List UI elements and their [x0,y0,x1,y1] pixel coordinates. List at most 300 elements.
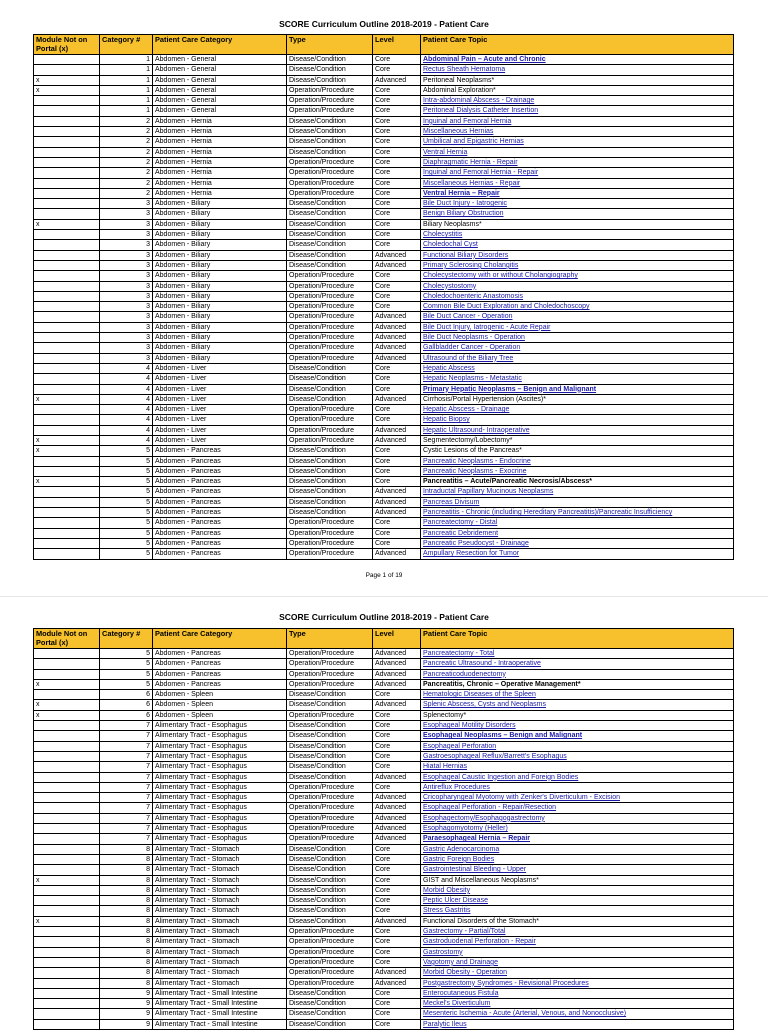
level-cell: Core [373,137,421,147]
category-number-cell: 8 [100,927,153,937]
category-cell: Alimentary Tract - Stomach [153,844,287,854]
topic-cell[interactable]: Gastroesophageal Reflux/Barrett's Esophagus [421,751,734,761]
level-cell: Core [373,528,421,538]
module-not-on-portal-cell [34,1009,100,1019]
topic-cell[interactable]: Pancreatectomy - Total [421,649,734,659]
topic-cell: Abdominal Exploration* [421,85,734,95]
category-cell: Abdomen - Hernia [153,147,287,157]
topic-cell[interactable]: Hepatic Ultrasound- Intraoperative [421,425,734,435]
table-row [34,446,734,456]
topic-cell[interactable]: Esophagomyotomy (Heller) [421,824,734,834]
module-not-on-portal-cell [34,885,100,895]
type-cell: Operation/Procedure [287,343,373,353]
table-row [34,477,734,487]
level-cell: Core [373,937,421,947]
type-cell: Disease/Condition [287,999,373,1009]
table-row [34,844,734,854]
category-number-cell: 4 [100,374,153,384]
type-cell: Disease/Condition [287,137,373,147]
topic-cell[interactable]: Gastric Adenocarcinoma [421,844,734,854]
level-cell: Advanced [373,669,421,679]
type-cell: Operation/Procedure [287,649,373,659]
category-cell: Alimentary Tract - Esophagus [153,731,287,741]
type-cell: Disease/Condition [287,75,373,85]
category-cell: Abdomen - Biliary [153,333,287,343]
page-footer: Page 1 of 19 [365,572,403,579]
table-row [34,824,734,834]
topic-cell[interactable]: Bile Duct Injury, Iatrogenic - Acute Repair [421,322,734,332]
topic-cell[interactable]: Cholecystostomy [421,281,734,291]
category-number-cell: 8 [100,854,153,864]
topic-cell[interactable]: Functional Biliary Disorders [421,250,734,260]
type-cell: Disease/Condition [287,1019,373,1029]
level-cell: Core [373,762,421,772]
module-not-on-portal-cell [34,55,100,65]
level-cell: Advanced [373,824,421,834]
table-row [34,425,734,435]
topic-cell[interactable]: Gastric Foreign Bodies [421,854,734,864]
level-cell: Advanced [373,649,421,659]
category-number-cell: 8 [100,885,153,895]
topic-cell[interactable]: Gallbladder Cancer - Operation [421,343,734,353]
module-not-on-portal-cell [34,466,100,476]
topic-cell[interactable]: Gastroduodenal Perforation - Repair [421,937,734,947]
topic-cell[interactable]: Esophageal Neoplasms – Benign and Malignant [421,731,734,741]
topic-cell[interactable]: Gastrointestinal Bleeding - Upper [421,865,734,875]
category-cell: Alimentary Tract - Small Intestine [153,988,287,998]
category-cell: Abdomen - Biliary [153,302,287,312]
topic-cell[interactable]: Esophagectomy/Esophagogastrectomy [421,813,734,823]
topic-cell[interactable]: Hepatic Abscess - Drainage [421,405,734,415]
table-row [34,250,734,260]
topic-cell[interactable]: Hepatic Neoplasms - Metastatic [421,374,734,384]
category-number-cell: 9 [100,1009,153,1019]
category-cell: Alimentary Tract - Esophagus [153,782,287,792]
level-cell: Core [373,957,421,967]
level-cell: Advanced [373,968,421,978]
level-cell: Core [373,690,421,700]
module-not-on-portal-cell [34,508,100,518]
category-number-cell: 1 [100,106,153,116]
topic-cell[interactable]: Inguinal and Femoral Hernia - Repair [421,168,734,178]
category-number-cell: 5 [100,538,153,548]
topic-cell[interactable]: Pancreatic Ultrasound - Intraoperative [421,659,734,669]
module-not-on-portal-cell [34,147,100,157]
topic-cell[interactable]: Hiatal Hernias [421,762,734,772]
module-not-on-portal-cell [34,741,100,751]
table-row [34,435,734,445]
type-cell: Disease/Condition [287,700,373,710]
table-row [34,55,734,65]
topic-cell[interactable]: Intra-abdominal Abscess - Drainage [421,96,734,106]
topic-cell[interactable]: Rectus Sheath Hematoma [421,65,734,75]
type-cell: Operation/Procedure [287,271,373,281]
category-cell: Abdomen - Biliary [153,312,287,322]
type-cell: Disease/Condition [287,916,373,926]
level-cell: Core [373,106,421,116]
topic-cell[interactable]: Cholecystectomy with or without Cholangiography [421,271,734,281]
topic-cell[interactable]: Umbilical and Epigastric Hernias [421,137,734,147]
category-cell: Abdomen - Biliary [153,343,287,353]
topic-cell[interactable]: Hepatic Abscess [421,363,734,373]
category-cell: Abdomen - Liver [153,415,287,425]
table-row [34,1019,734,1029]
module-not-on-portal-cell: x [34,679,100,689]
category-number-cell: 3 [100,302,153,312]
header-category-number: Category # [100,629,153,649]
type-cell: Disease/Condition [287,865,373,875]
table-row [34,271,734,281]
category-number-cell: 4 [100,415,153,425]
category-cell: Abdomen - General [153,75,287,85]
category-cell: Abdomen - Pancreas [153,487,287,497]
type-cell: Disease/Condition [287,250,373,260]
category-cell: Abdomen - Pancreas [153,508,287,518]
topic-cell[interactable]: Esophageal Caustic Ingestion and Foreign Bodies [421,772,734,782]
category-cell: Alimentary Tract - Esophagus [153,751,287,761]
module-not-on-portal-cell [34,813,100,823]
type-cell: Disease/Condition [287,374,373,384]
topic-cell[interactable]: Bile Duct Injury - Iatrogenic [421,199,734,209]
category-number-cell: 5 [100,456,153,466]
topic-cell[interactable]: Postgastrectomy Syndromes - Revisional Procedures [421,978,734,988]
topic-cell[interactable]: Stress Gastritis [421,906,734,916]
table-row [34,405,734,415]
topic-cell[interactable]: Ultrasound of the Biliary Tree [421,353,734,363]
category-cell: Abdomen - Liver [153,394,287,404]
table-row [34,333,734,343]
topic-cell[interactable]: Cholecystitis [421,230,734,240]
category-cell: Abdomen - Liver [153,405,287,415]
level-cell: Core [373,199,421,209]
category-cell: Alimentary Tract - Stomach [153,916,287,926]
topic-cell: GIST and Miscellaneous Neoplasms* [421,875,734,885]
category-number-cell: 3 [100,219,153,229]
type-cell: Disease/Condition [287,456,373,466]
topic-cell[interactable]: Antireflux Procedures [421,782,734,792]
table-row [34,240,734,250]
category-cell: Alimentary Tract - Esophagus [153,762,287,772]
table-row [34,865,734,875]
level-cell: Core [373,230,421,240]
topic-cell[interactable]: Abdominal Pain – Acute and Chronic [421,55,734,65]
table-row [34,168,734,178]
module-not-on-portal-cell [34,127,100,137]
level-cell: Advanced [373,793,421,803]
module-not-on-portal-cell: x [34,219,100,229]
table-row [34,803,734,813]
level-cell: Core [373,710,421,720]
table-row [34,906,734,916]
header-patient-care-topic: Patient Care Topic [421,35,734,55]
topic-cell[interactable]: Choledochal Cyst [421,240,734,250]
level-cell: Core [373,466,421,476]
topic-cell[interactable]: Morbid Obesity [421,885,734,895]
topic-cell[interactable]: Pancreatitis - Chronic (including Hereditary Pancreatitis)/Pancreatic Insufficiency [421,508,734,518]
topic-cell[interactable]: Meckel's Diverticulum [421,999,734,1009]
category-number-cell: 3 [100,333,153,343]
topic-cell[interactable]: Bile Duct Neoplasms - Operation [421,333,734,343]
module-not-on-portal-cell [34,116,100,126]
topic-cell[interactable]: Primary Hepatic Neoplasms – Benign and Malignant [421,384,734,394]
level-cell: Core [373,751,421,761]
topic-cell[interactable]: Hepatic Biopsy [421,415,734,425]
category-cell: Abdomen - General [153,55,287,65]
type-cell: Operation/Procedure [287,669,373,679]
topic-cell[interactable]: Intraductal Papillary Mucinous Neoplasms [421,487,734,497]
topic-cell[interactable]: Paraesophageal Hernia – Repair [421,834,734,844]
level-cell: Advanced [373,250,421,260]
module-not-on-portal-cell [34,803,100,813]
type-cell: Operation/Procedure [287,659,373,669]
topic-cell[interactable]: Esophageal Perforation [421,741,734,751]
category-number-cell: 4 [100,405,153,415]
table-row [34,394,734,404]
type-cell: Disease/Condition [287,508,373,518]
topic-cell[interactable]: Miscellaneous Hernias - Repair [421,178,734,188]
category-number-cell: 3 [100,199,153,209]
topic-cell: Cirrhosis/Portal Hypertension (Ascites)* [421,394,734,404]
type-cell: Operation/Procedure [287,947,373,957]
table-row [34,209,734,219]
table-row [34,456,734,466]
level-cell: Core [373,446,421,456]
topic-cell[interactable]: Ventral Hernia [421,147,734,157]
category-number-cell: 3 [100,230,153,240]
topic-cell[interactable]: Peptic Ulcer Disease [421,896,734,906]
category-cell: Abdomen - Pancreas [153,659,287,669]
module-not-on-portal-cell [34,721,100,731]
topic-cell[interactable]: Gastrectomy - Partial/Total [421,927,734,937]
topic-cell[interactable]: Common Bile Duct Exploration and Choledochoscopy [421,302,734,312]
topic-cell[interactable]: Primary Sclerosing Cholangitis [421,260,734,270]
category-number-cell: 3 [100,353,153,363]
topic-cell[interactable]: Pancreatic Pseudocyst - Drainage [421,538,734,548]
topic-cell[interactable]: Cricopharyngeal Myotomy with Zenker's Diverticulum - Excision [421,793,734,803]
category-number-cell: 7 [100,782,153,792]
module-not-on-portal-cell [34,690,100,700]
topic-cell[interactable]: Paralytic Ileus [421,1019,734,1029]
level-cell: Core [373,291,421,301]
category-number-cell: 3 [100,322,153,332]
level-cell: Advanced [373,312,421,322]
module-not-on-portal-cell [34,209,100,219]
type-cell: Disease/Condition [287,466,373,476]
topic-cell[interactable]: Esophageal Perforation - Repair/Resection [421,803,734,813]
topic-cell[interactable]: Esophageal Motility Disorders [421,721,734,731]
module-not-on-portal-cell [34,281,100,291]
module-not-on-portal-cell [34,1019,100,1029]
module-not-on-portal-cell [34,168,100,178]
topic-cell[interactable]: Ventral Hernia – Repair [421,188,734,198]
topic-cell[interactable]: Gastrostomy [421,947,734,957]
level-cell: Advanced [373,772,421,782]
level-cell: Advanced [373,700,421,710]
level-cell: Core [373,854,421,864]
category-cell: Abdomen - General [153,106,287,116]
category-number-cell: 5 [100,528,153,538]
category-number-cell: 8 [100,978,153,988]
category-number-cell: 3 [100,250,153,260]
table-row [34,690,734,700]
module-not-on-portal-cell: x [34,85,100,95]
topic-cell[interactable]: Pancreatic Neoplasms - Endocrine [421,456,734,466]
module-not-on-portal-cell: x [34,710,100,720]
level-cell: Core [373,55,421,65]
category-number-cell: 4 [100,384,153,394]
category-cell: Abdomen - Pancreas [153,477,287,487]
module-not-on-portal-cell [34,487,100,497]
module-not-on-portal-cell: x [34,477,100,487]
level-cell: Core [373,302,421,312]
type-cell: Operation/Procedure [287,188,373,198]
category-cell: Alimentary Tract - Stomach [153,865,287,875]
module-not-on-portal-cell [34,896,100,906]
module-not-on-portal-cell [34,384,100,394]
level-cell: Core [373,477,421,487]
category-cell: Abdomen - Pancreas [153,466,287,476]
module-not-on-portal-cell [34,374,100,384]
topic-cell[interactable]: Morbid Obesity - Operation [421,968,734,978]
category-cell: Abdomen - Hernia [153,127,287,137]
topic-cell[interactable]: Pancreatic Neoplasms - Exocrine [421,466,734,476]
topic-cell[interactable]: Peritoneal Dialysis Catheter Insertion [421,106,734,116]
category-cell: Abdomen - Spleen [153,700,287,710]
category-number-cell: 7 [100,772,153,782]
type-cell: Operation/Procedure [287,312,373,322]
topic-cell[interactable]: Bile Duct Cancer - Operation [421,312,734,322]
category-cell: Abdomen - General [153,85,287,95]
table-row [34,230,734,240]
category-number-cell: 5 [100,659,153,669]
topic-cell[interactable]: Pancreatectomy - Distal [421,518,734,528]
topic-cell[interactable]: Vagotomy and Drainage [421,957,734,967]
type-cell: Operation/Procedure [287,957,373,967]
category-number-cell: 9 [100,1019,153,1029]
level-cell: Advanced [373,435,421,445]
category-number-cell: 8 [100,896,153,906]
topic-cell[interactable]: Enterocutaneous Fistula [421,988,734,998]
module-not-on-portal-cell [34,456,100,466]
level-cell: Advanced [373,394,421,404]
module-not-on-portal-cell [34,947,100,957]
level-cell: Core [373,456,421,466]
category-cell: Alimentary Tract - Esophagus [153,721,287,731]
topic-cell[interactable]: Pancreatic Debridement [421,528,734,538]
table-row [34,384,734,394]
level-cell: Core [373,168,421,178]
topic-cell[interactable]: Hematologic Diseases of the Spleen [421,690,734,700]
type-cell: Disease/Condition [287,731,373,741]
type-cell: Operation/Procedure [287,538,373,548]
category-number-cell: 7 [100,803,153,813]
topic-cell[interactable]: Choledochoenteric Anastomosis [421,291,734,301]
category-number-cell: 3 [100,240,153,250]
category-cell: Abdomen - Liver [153,435,287,445]
level-cell: Core [373,281,421,291]
table-header-row [34,35,734,55]
topic-cell[interactable]: Diaphragmatic Hernia - Repair [421,157,734,167]
level-cell: Core [373,374,421,384]
category-cell: Alimentary Tract - Stomach [153,875,287,885]
topic-cell[interactable]: Ampullary Resection for Tumor [421,549,734,559]
type-cell: Disease/Condition [287,477,373,487]
level-cell: Core [373,947,421,957]
category-cell: Alimentary Tract - Esophagus [153,834,287,844]
module-not-on-portal-cell [34,260,100,270]
category-number-cell: 3 [100,291,153,301]
module-not-on-portal-cell [34,250,100,260]
type-cell: Operation/Procedure [287,302,373,312]
type-cell: Operation/Procedure [287,710,373,720]
category-number-cell: 7 [100,762,153,772]
category-cell: Abdomen - Biliary [153,260,287,270]
table-row [34,813,734,823]
header-patient-care-topic: Patient Care Topic [421,629,734,649]
level-cell: Advanced [373,813,421,823]
topic-cell: Pancreatitis, Chronic – Operative Management* [421,679,734,689]
category-cell: Abdomen - Biliary [153,281,287,291]
table-row [34,999,734,1009]
table-row [34,710,734,720]
category-number-cell: 3 [100,343,153,353]
level-cell: Core [373,1009,421,1019]
table-row [34,157,734,167]
topic-cell[interactable]: Miscellaneous Hernias [421,127,734,137]
level-cell: Core [373,875,421,885]
module-not-on-portal-cell [34,824,100,834]
table-row [34,343,734,353]
table-row [34,988,734,998]
topic-cell[interactable]: Splenic Abscess, Cysts and Neoplasms [421,700,734,710]
type-cell: Disease/Condition [287,1009,373,1019]
type-cell: Operation/Procedure [287,824,373,834]
table-row [34,772,734,782]
category-cell: Abdomen - General [153,65,287,75]
module-not-on-portal-cell: x [34,700,100,710]
category-cell: Alimentary Tract - Esophagus [153,803,287,813]
topic-cell[interactable]: Pancreaticoduodenectomy [421,669,734,679]
level-cell: Core [373,999,421,1009]
level-cell: Advanced [373,803,421,813]
topic-cell[interactable]: Inguinal and Femoral Hernia [421,116,734,126]
table-row [34,466,734,476]
table-row [34,782,734,792]
type-cell: Operation/Procedure [287,333,373,343]
table-row [34,106,734,116]
category-number-cell: 2 [100,116,153,126]
category-number-cell: 7 [100,824,153,834]
type-cell: Operation/Procedure [287,978,373,988]
category-cell: Alimentary Tract - Stomach [153,906,287,916]
topic-cell[interactable]: Mesenteric Ischemia - Acute (Arterial, Venous, and Nonocclusive) [421,1009,734,1019]
type-cell: Disease/Condition [287,230,373,240]
module-not-on-portal-cell [34,405,100,415]
category-cell: Abdomen - Pancreas [153,518,287,528]
module-not-on-portal-cell [34,731,100,741]
page-title: SCORE Curriculum Outline 2018-2019 - Patient Care [279,19,489,29]
category-cell: Alimentary Tract - Stomach [153,968,287,978]
topic-cell: Functional Disorders of the Stomach* [421,916,734,926]
module-not-on-portal-cell [34,137,100,147]
category-cell: Alimentary Tract - Stomach [153,957,287,967]
topic-cell[interactable]: Benign Biliary Obstruction [421,209,734,219]
category-cell: Abdomen - Biliary [153,291,287,301]
header-module-not-on-portal: Module Not on Portal (x) [34,629,100,649]
topic-cell[interactable]: Pancreas Divisum [421,497,734,507]
category-cell: Alimentary Tract - Stomach [153,947,287,957]
module-not-on-portal-cell [34,353,100,363]
